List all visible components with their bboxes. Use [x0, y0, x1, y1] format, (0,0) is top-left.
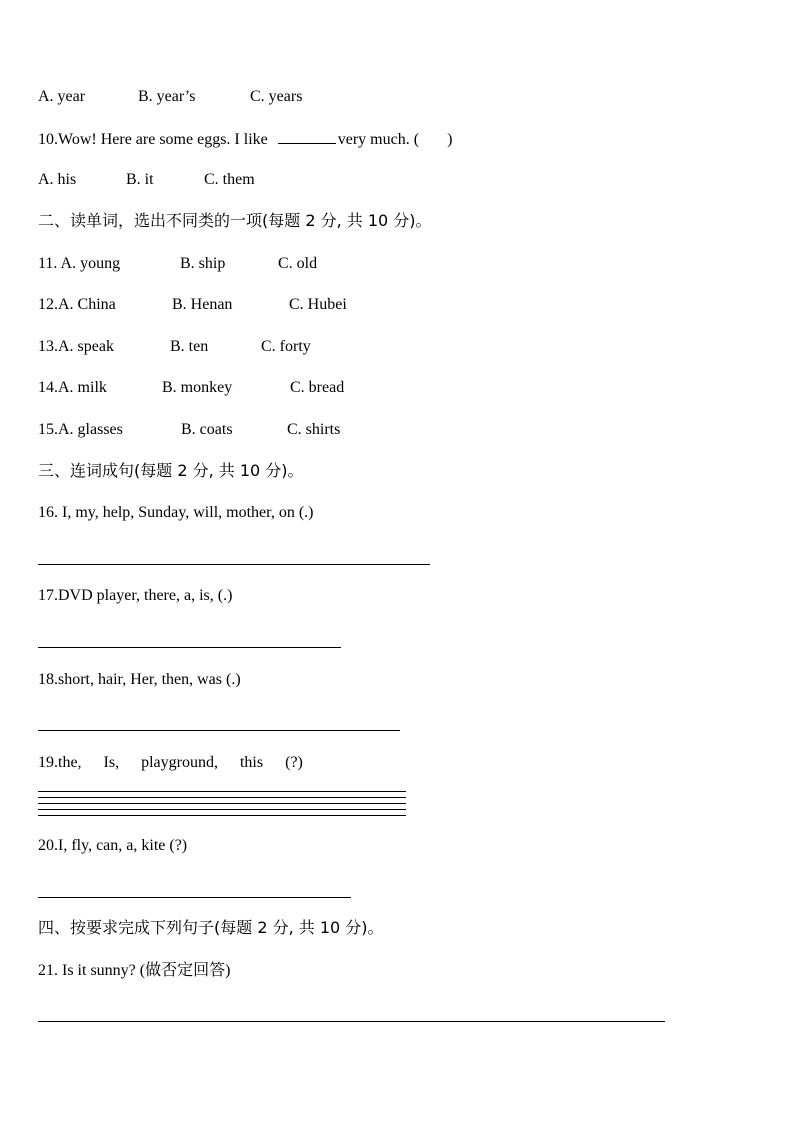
q21-answer-line[interactable] — [38, 1021, 665, 1022]
q19-prompt — [38, 753, 303, 773]
q14-row — [38, 378, 107, 398]
q10-close-paren: ) — [447, 131, 453, 148]
q10-text-before: 10.Wow! Here are some eggs. I like — [38, 131, 272, 148]
q10-stem — [38, 129, 452, 149]
q19-word-4: this — [239, 754, 264, 771]
q15-number: 15 — [38, 421, 54, 438]
q13-option-a: .A. speak — [54, 338, 114, 355]
q11-option-b: B. ship — [180, 255, 226, 272]
q20-prompt: 20.I, fly, can, a, kite (?) — [38, 837, 188, 854]
q14-option-b: B. monkey — [162, 379, 233, 396]
q18-prompt: 18.short, hair, Her, then, was (.) — [38, 671, 241, 688]
q9-option-b: B. year’s — [138, 88, 196, 105]
q17-answer-line[interactable] — [38, 647, 341, 648]
q11-number: 11 — [38, 255, 54, 272]
q16-answer-line[interactable] — [38, 564, 430, 565]
q10-option-c: C. them — [204, 171, 255, 188]
q18-answer-line[interactable] — [38, 730, 400, 731]
q14-option-c: C. bread — [290, 379, 345, 396]
q19-word-1: 19.the, — [38, 754, 82, 771]
q10-blank[interactable] — [278, 129, 336, 144]
q15-row — [38, 420, 123, 440]
q12-number: 12 — [38, 296, 54, 313]
q19-word-2: Is, — [103, 754, 120, 771]
q13-option-b: B. ten — [170, 338, 209, 355]
q19-word-5: (?) — [285, 754, 303, 771]
q10-text-after: very much. ( — [337, 131, 420, 148]
q19-answer-line-4[interactable] — [38, 809, 406, 810]
q14-option-a: .A. milk — [54, 379, 107, 396]
q20-answer-line[interactable] — [38, 897, 351, 898]
q14-number: 14 — [38, 379, 54, 396]
q21-prompt: 21. Is it sunny? (做否定回答) — [38, 962, 231, 979]
section3-title: 三、连词成句(每题 2 分, 共 10 分)。 — [38, 461, 304, 480]
q12-row — [38, 295, 116, 315]
q9-option-c: C. years — [250, 88, 303, 105]
q15-option-a: .A. glasses — [54, 421, 123, 438]
q19-answer-line-3[interactable] — [38, 803, 406, 804]
q19-answer-line-1[interactable] — [38, 791, 406, 792]
q19-answer-line-2[interactable] — [38, 797, 406, 798]
q13-option-c: C. forty — [261, 338, 311, 355]
q15-option-c: C. shirts — [287, 421, 341, 438]
section4-title: 四、按要求完成下列句子(每题 2 分, 共 10 分)。 — [38, 918, 384, 937]
q11-option-c: C. old — [278, 255, 318, 272]
q19-answer-line-5[interactable] — [38, 815, 406, 816]
q12-option-c: C. Hubei — [289, 296, 347, 313]
q19-word-3: playground, — [141, 754, 218, 771]
q17-prompt: 17.DVD player, there, a, is, (.) — [38, 587, 233, 604]
q15-option-b: B. coats — [181, 421, 233, 438]
q10-option-a: A. his — [38, 171, 77, 188]
q13-number: 13 — [38, 338, 54, 355]
q10-option-b: B. it — [126, 171, 154, 188]
q13-row — [38, 337, 114, 357]
q11-option-a: . A. young — [53, 255, 121, 272]
q12-option-b: B. Henan — [172, 296, 233, 313]
q12-option-a: .A. China — [54, 296, 116, 313]
q16-prompt: 16. I, my, help, Sunday, will, mother, on (.) — [38, 504, 314, 521]
q11-row — [38, 254, 120, 274]
q9-option-a: A. year — [38, 88, 86, 105]
section2-title: 二、读单词，选出不同类的一项(每题 2 分, 共 10 分)。 — [38, 211, 432, 230]
